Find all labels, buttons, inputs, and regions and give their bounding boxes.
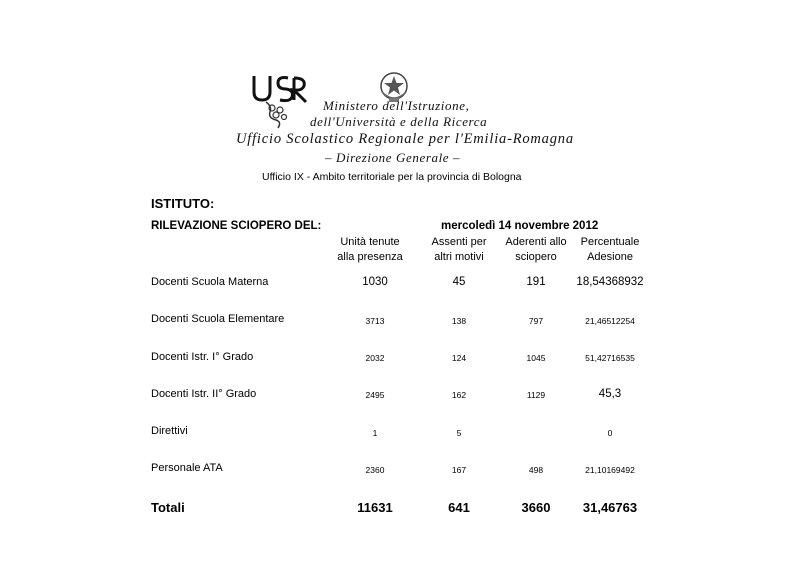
cell-aderenti: 191 <box>526 276 546 288</box>
cell-aderenti: 498 <box>528 465 544 475</box>
totals-label: Totali <box>151 500 185 515</box>
cell-assenti: 45 <box>452 276 466 288</box>
cell-percentuale: 18,54368932 <box>576 276 644 288</box>
cell-aderenti: 797 <box>528 316 544 326</box>
total-percentuale: 31,46763 <box>582 500 638 515</box>
cell-unita: 2495 <box>365 390 385 400</box>
total-aderenti: 3660 <box>521 500 551 515</box>
column-header-percentuale: Percentuale Adesione <box>580 236 640 263</box>
cell-unita: 1030 <box>362 276 388 288</box>
row-label: Docenti Istr. I° Grado <box>151 351 254 363</box>
cell-unita: 2360 <box>365 465 385 475</box>
cell-aderenti: 1129 <box>526 390 546 400</box>
cell-assenti: 167 <box>451 465 467 475</box>
row-label: Docenti Scuola Elementare <box>151 313 285 325</box>
cell-percentuale: 21,10169492 <box>585 465 635 475</box>
cell-percentuale: 21,46512254 <box>585 316 635 326</box>
direction-title: – Direzione Generale – <box>325 150 461 165</box>
cell-assenti: 138 <box>451 316 467 326</box>
cell-percentuale: 51,42716535 <box>585 353 635 363</box>
cell-percentuale: 45,3 <box>598 388 622 400</box>
row-label: Docenti Istr. II° Grado <box>151 388 257 400</box>
column-header-unita: Unità tenute alla presenza <box>337 236 403 263</box>
total-unita: 11631 <box>357 500 393 515</box>
cell-unita: 1 <box>372 428 378 438</box>
ministry-line-2: dell'Università e della Ricerca <box>310 114 488 129</box>
cell-unita: 3713 <box>365 316 385 326</box>
cell-assenti: 5 <box>456 428 462 438</box>
office-ix-title: Ufficio IX - Ambito territoriale per la provincia di Bologna <box>262 171 522 183</box>
column-header-assenti: Assenti per altri motivi <box>431 236 487 263</box>
istituto-label: ISTITUTO: <box>151 196 215 211</box>
total-assenti: 641 <box>448 500 470 515</box>
rilevazione-label: RILEVAZIONE SCIOPERO DEL: <box>151 220 322 232</box>
cell-assenti: 162 <box>451 390 467 400</box>
cell-unita: 2032 <box>365 353 385 363</box>
ministry-line-1: Ministero dell'Istruzione, <box>323 98 470 113</box>
row-label: Personale ATA <box>151 462 223 474</box>
column-header-aderenti: Aderenti allo sciopero <box>505 236 567 263</box>
cell-aderenti: 1045 <box>526 353 546 363</box>
cell-percentuale: 0 <box>607 428 613 438</box>
strike-date: mercoledì 14 novembre 2012 <box>441 220 599 232</box>
cell-assenti: 124 <box>451 353 467 363</box>
row-label: Direttivi <box>151 425 188 437</box>
row-label: Docenti Scuola Materna <box>151 276 269 288</box>
regional-office-title: Ufficio Scolastico Regionale per l'Emilia-Romagna <box>236 131 574 147</box>
usr-logo-icon <box>250 70 310 130</box>
